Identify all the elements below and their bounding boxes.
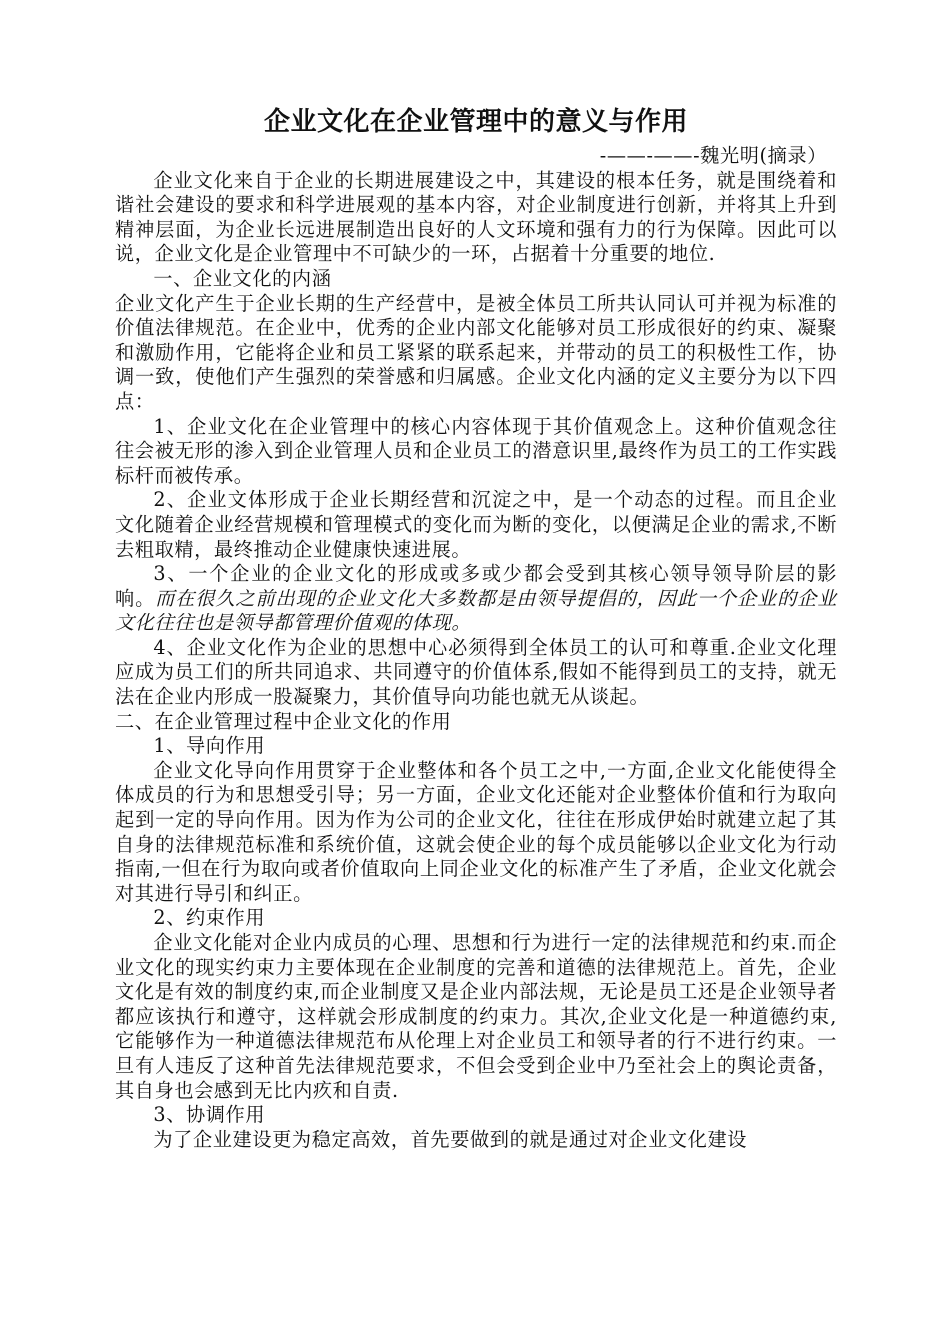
- intro-paragraph: 企业文化来自于企业的长期进展建设之中，其建设的根本任务，就是围绕着和谐社会建设的要求和科学进展观的基本内容，对企业制度进行创新，并将其上升到精神层面，为企业长远进展制造出良好的人文环境和强有力的行为保障。因此可以说，企业文化是企业管理中不可缺少的一环，占据着十分重要的地位.: [115, 168, 837, 266]
- document-title: 企业文化在企业管理中的意义与作用: [263, 107, 688, 137]
- section1-point-1: 1、企业文化在企业管理中的核心内容体现于其价值观念上。这种价值观念往往会被无形的渗入到企业管理人员和企业员工的潜意识里,最终作为员工的工作实践标杆而被传承。: [115, 414, 837, 487]
- section2-sub2-paragraph: 企业文化能对企业内成员的心理、思想和行为进行一定的法律规范和约束.而企业文化的现实约束力主要体现在企业制度的完善和道德的法律规范上。首先，企业文化是有效的制度约束,而企业制度又是企业内部法规，无论是员工还是企业领导者都应该执行和遵守，这样就会形成制度的约束力。其次,企业文化是一种道德约束,它能够作为一种道德法律规范布从伦理上对企业员工和领导者的行不进行约束。一旦有人违反了这种首先法律规范要求，不但会受到企业中乃至社会上的舆论责备，其自身也会感到无比内疚和自责.: [115, 931, 837, 1102]
- section2-sub1-heading: 1、导向作用: [153, 734, 266, 758]
- section2-heading: 二、在企业管理过程中企业文化的作用: [115, 709, 452, 733]
- section1-point-4: 4、企业文化作为企业的思想中心必须得到全体员工的认可和尊重.企业文化理应成为员工们的所共同追求、共同遵守的价值体系,假如不能得到员工的支持，就无法在企业内形成一股凝聚力，其价值导向功能也就无从谈起。: [115, 635, 837, 709]
- section2-sub3-heading: 3、协调作用: [153, 1103, 266, 1127]
- section1-point-3: [115, 562, 837, 636]
- section2-sub2-heading: 2、约束作用: [153, 906, 266, 930]
- section2-sub1-paragraph: 企业文化导向作用贯穿于企业整体和各个员工之中,一方面,企业文化能使得全体成员的行为和思想受引导；另一方面，企业文化还能对企业整体价值和行为取向起到一定的导向作用。因为作为公司的企业文化，往往在形成伊始时就建立起了其自身的法律规范标准和系统价值，这就会使企业的每个成员能够以企业文化为行动指南,一但在行为取向或者价值取向上同企业文化的标准产生了矛盾，企业文化就会对其进行导引和纠正。: [115, 758, 837, 905]
- section1-point-2: 2、企业文体形成于企业长期经营和沉淀之中，是一个动态的过程。而且企业文化随着企业经营规模和管理模式的变化而为断的变化，以便满足企业的需求,不断去粗取精，最终推动企业健康快速进展。: [115, 488, 837, 561]
- section1-heading: 一、企业文化的内涵: [153, 266, 332, 290]
- section1-paragraph: 企业文化产生于企业长期的生产经营中，是被全体员工所共认同认可并视为标准的价值法律规范。在企业中，优秀的企业内部文化能够对员工形成很好的约束、凝聚和激励作用，它能将企业和员工紧紧的联系起来，并带动的员工的积极性工作，协调一致，使他们产生强烈的荣誉感和归属感。企业文化内涵的定义主要分为以下四点：: [115, 291, 837, 413]
- document-byline: -——-——-魏光明(摘录）: [599, 144, 827, 167]
- section2-sub3-paragraph: 为了企业建设更为稳定高效，首先要做到的就是通过对企业文化建设: [153, 1127, 748, 1151]
- section1-point-3-text: 3、一个企业的企业文化的形成或多或少都会受到其核心领导领导阶层的影响。: [115, 562, 837, 610]
- document-page: [115, 104, 837, 1152]
- section1-point-3-italic-text: 而在很久之前出现的企业文化大多数都是由领导提倡的，因此一个企业的企业文化往往也是领导都管理价值观的体现。: [115, 586, 838, 635]
